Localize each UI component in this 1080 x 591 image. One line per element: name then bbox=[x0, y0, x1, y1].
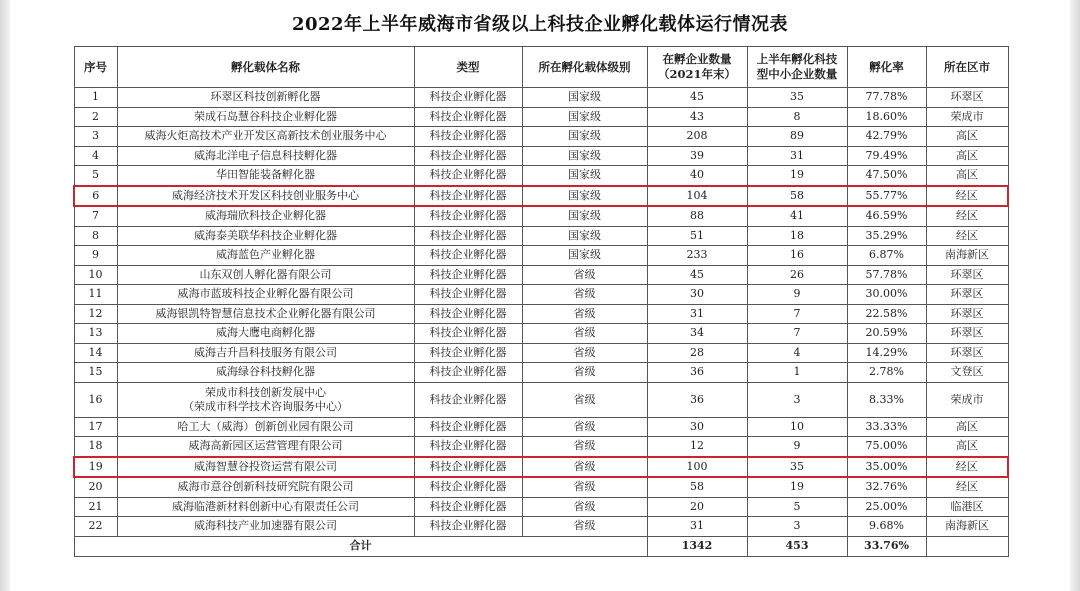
cell-level: 国家级 bbox=[522, 166, 647, 186]
table-body bbox=[74, 88, 1008, 537]
cell-name: 威海绿谷科技孵化器 bbox=[117, 363, 414, 383]
cell-seq: 13 bbox=[74, 324, 117, 344]
total-rate: 33.76% bbox=[847, 536, 926, 556]
cell-name: 环翠区科技创新孵化器 bbox=[117, 88, 414, 108]
table-row bbox=[74, 88, 1008, 108]
cell-type: 科技企业孵化器 bbox=[414, 166, 522, 186]
cell-count: 88 bbox=[647, 206, 747, 226]
cell-name: 威海市蓝玻科技企业孵化器有限公司 bbox=[117, 285, 414, 305]
cell-level: 国家级 bbox=[522, 186, 647, 207]
cell-rate: 6.87% bbox=[847, 246, 926, 266]
cell-sme: 5 bbox=[747, 497, 847, 517]
cell-district: 经区 bbox=[926, 206, 1008, 226]
cell-type: 科技企业孵化器 bbox=[414, 127, 522, 147]
cell-type: 科技企业孵化器 bbox=[414, 324, 522, 344]
cell-district: 高区 bbox=[926, 417, 1008, 437]
cell-seq: 10 bbox=[74, 265, 117, 285]
cell-sme: 26 bbox=[747, 265, 847, 285]
cell-name: 威海智慧谷投资运营有限公司 bbox=[117, 457, 414, 478]
header-type: 类型 bbox=[414, 47, 522, 88]
cell-sme: 41 bbox=[747, 206, 847, 226]
cell-seq: 8 bbox=[74, 226, 117, 246]
table-row bbox=[74, 206, 1008, 226]
cell-seq: 5 bbox=[74, 166, 117, 186]
cell-count: 45 bbox=[647, 88, 747, 108]
cell-seq: 17 bbox=[74, 417, 117, 437]
cell-level: 国家级 bbox=[522, 107, 647, 127]
cell-count: 31 bbox=[647, 517, 747, 537]
cell-count: 31 bbox=[647, 304, 747, 324]
cell-district: 高区 bbox=[926, 166, 1008, 186]
page-edge-right bbox=[1070, 0, 1080, 591]
cell-district: 环翠区 bbox=[926, 88, 1008, 108]
cell-level: 国家级 bbox=[522, 88, 647, 108]
table-row bbox=[74, 324, 1008, 344]
table-row bbox=[74, 517, 1008, 537]
cell-rate: 75.00% bbox=[847, 437, 926, 457]
cell-type: 科技企业孵化器 bbox=[414, 206, 522, 226]
cell-type: 科技企业孵化器 bbox=[414, 363, 522, 383]
cell-level: 国家级 bbox=[522, 146, 647, 166]
cell-count: 36 bbox=[647, 382, 747, 417]
header-count bbox=[647, 47, 747, 88]
cell-rate: 33.33% bbox=[847, 417, 926, 437]
cell-rate: 77.78% bbox=[847, 88, 926, 108]
cell-seq: 15 bbox=[74, 363, 117, 383]
cell-count: 20 bbox=[647, 497, 747, 517]
cell-level: 省级 bbox=[522, 437, 647, 457]
cell-sme: 3 bbox=[747, 382, 847, 417]
cell-sme: 10 bbox=[747, 417, 847, 437]
cell-level: 省级 bbox=[522, 517, 647, 537]
cell-seq: 18 bbox=[74, 437, 117, 457]
cell-count: 208 bbox=[647, 127, 747, 147]
cell-sme: 3 bbox=[747, 517, 847, 537]
header-district: 所在区市 bbox=[926, 47, 1008, 88]
cell-type: 科技企业孵化器 bbox=[414, 265, 522, 285]
cell-sme: 35 bbox=[747, 88, 847, 108]
cell-count: 30 bbox=[647, 417, 747, 437]
cell-type: 科技企业孵化器 bbox=[414, 382, 522, 417]
cell-type: 科技企业孵化器 bbox=[414, 343, 522, 363]
cell-district: 经区 bbox=[926, 226, 1008, 246]
cell-seq: 7 bbox=[74, 206, 117, 226]
cell-count: 51 bbox=[647, 226, 747, 246]
table-row bbox=[74, 166, 1008, 186]
incubator-table bbox=[73, 46, 1009, 557]
cell-seq: 21 bbox=[74, 497, 117, 517]
cell-name bbox=[117, 382, 414, 417]
cell-level: 省级 bbox=[522, 324, 647, 344]
cell-rate: 47.50% bbox=[847, 166, 926, 186]
header-name: 孵化载体名称 bbox=[117, 47, 414, 88]
cell-rate: 8.33% bbox=[847, 382, 926, 417]
cell-district: 南海新区 bbox=[926, 246, 1008, 266]
cell-level: 省级 bbox=[522, 382, 647, 417]
cell-district: 高区 bbox=[926, 146, 1008, 166]
cell-type: 科技企业孵化器 bbox=[414, 186, 522, 207]
cell-level: 国家级 bbox=[522, 206, 647, 226]
cell-district: 环翠区 bbox=[926, 343, 1008, 363]
cell-name: 威海瑞欣科技企业孵化器 bbox=[117, 206, 414, 226]
document-title: 2022年上半年威海市省级以上科技企业孵化载体运行情况表 bbox=[291, 14, 789, 35]
cell-count: 39 bbox=[647, 146, 747, 166]
cell-type: 科技企业孵化器 bbox=[414, 477, 522, 497]
cell-type: 科技企业孵化器 bbox=[414, 457, 522, 478]
cell-district: 文登区 bbox=[926, 363, 1008, 383]
cell-sme: 16 bbox=[747, 246, 847, 266]
cell-level: 省级 bbox=[522, 343, 647, 363]
cell-count: 34 bbox=[647, 324, 747, 344]
cell-type: 科技企业孵化器 bbox=[414, 246, 522, 266]
cell-level: 省级 bbox=[522, 497, 647, 517]
cell-rate: 25.00% bbox=[847, 497, 926, 517]
cell-district: 环翠区 bbox=[926, 285, 1008, 305]
cell-seq: 9 bbox=[74, 246, 117, 266]
table-row bbox=[74, 477, 1008, 497]
cell-sme: 9 bbox=[747, 437, 847, 457]
cell-type: 科技企业孵化器 bbox=[414, 304, 522, 324]
cell-type: 科技企业孵化器 bbox=[414, 437, 522, 457]
cell-rate: 2.78% bbox=[847, 363, 926, 383]
cell-name: 威海蓝色产业孵化器 bbox=[117, 246, 414, 266]
cell-seq: 20 bbox=[74, 477, 117, 497]
cell-name: 威海银凯特智慧信息技术企业孵化器有限公司 bbox=[117, 304, 414, 324]
cell-sme: 19 bbox=[747, 166, 847, 186]
cell-name: 哈工大（威海）创新创业园有限公司 bbox=[117, 417, 414, 437]
table-row bbox=[74, 457, 1008, 478]
table-row bbox=[74, 246, 1008, 266]
cell-seq: 3 bbox=[74, 127, 117, 147]
cell-seq: 4 bbox=[74, 146, 117, 166]
cell-level: 省级 bbox=[522, 363, 647, 383]
table-row bbox=[74, 497, 1008, 517]
cell-count: 12 bbox=[647, 437, 747, 457]
cell-level: 省级 bbox=[522, 477, 647, 497]
cell-name: 威海高新园区运营管理有限公司 bbox=[117, 437, 414, 457]
cell-name-line1: 荣成市科技创新发展中心 bbox=[205, 385, 326, 399]
cell-name: 威海市意谷创新科技研究院有限公司 bbox=[117, 477, 414, 497]
cell-rate: 55.77% bbox=[847, 186, 926, 207]
header-sme-line2: 型中小企业数量 bbox=[756, 67, 838, 81]
total-count: 1342 bbox=[647, 536, 747, 556]
cell-level: 省级 bbox=[522, 304, 647, 324]
cell-name: 山东双创人孵化器有限公司 bbox=[117, 265, 414, 285]
cell-level: 省级 bbox=[522, 457, 647, 478]
table-row bbox=[74, 382, 1008, 417]
cell-rate: 79.49% bbox=[847, 146, 926, 166]
cell-seq: 1 bbox=[74, 88, 117, 108]
page-edge-left bbox=[0, 0, 10, 591]
cell-count: 100 bbox=[647, 457, 747, 478]
table-row bbox=[74, 437, 1008, 457]
cell-rate: 22.58% bbox=[847, 304, 926, 324]
cell-district: 高区 bbox=[926, 437, 1008, 457]
table-row bbox=[74, 186, 1008, 207]
table-row bbox=[74, 343, 1008, 363]
cell-name: 威海北洋电子信息科技孵化器 bbox=[117, 146, 414, 166]
cell-district: 环翠区 bbox=[926, 324, 1008, 344]
cell-count: 45 bbox=[647, 265, 747, 285]
cell-sme: 7 bbox=[747, 304, 847, 324]
cell-sme: 31 bbox=[747, 146, 847, 166]
cell-sme: 18 bbox=[747, 226, 847, 246]
cell-type: 科技企业孵化器 bbox=[414, 517, 522, 537]
cell-sme: 1 bbox=[747, 363, 847, 383]
cell-type: 科技企业孵化器 bbox=[414, 107, 522, 127]
cell-type: 科技企业孵化器 bbox=[414, 417, 522, 437]
header-seq: 序号 bbox=[74, 47, 117, 88]
header-rate: 孵化率 bbox=[847, 47, 926, 88]
cell-district: 荣成市 bbox=[926, 382, 1008, 417]
cell-name: 威海经济技术开发区科技创业服务中心 bbox=[117, 186, 414, 207]
header-level: 所在孵化载体级别 bbox=[522, 47, 647, 88]
cell-rate: 18.60% bbox=[847, 107, 926, 127]
cell-level: 国家级 bbox=[522, 127, 647, 147]
cell-level: 省级 bbox=[522, 417, 647, 437]
cell-count: 28 bbox=[647, 343, 747, 363]
table-row bbox=[74, 146, 1008, 166]
cell-name: 华田智能装备孵化器 bbox=[117, 166, 414, 186]
cell-sme: 8 bbox=[747, 107, 847, 127]
table-row bbox=[74, 226, 1008, 246]
cell-count: 30 bbox=[647, 285, 747, 305]
cell-district: 南海新区 bbox=[926, 517, 1008, 537]
cell-rate: 35.29% bbox=[847, 226, 926, 246]
cell-sme: 9 bbox=[747, 285, 847, 305]
cell-name: 威海临港新材料创新中心有限责任公司 bbox=[117, 497, 414, 517]
table-row bbox=[74, 363, 1008, 383]
cell-district: 临港区 bbox=[926, 497, 1008, 517]
cell-seq: 14 bbox=[74, 343, 117, 363]
header-count-line2: （2021年末） bbox=[657, 67, 736, 81]
cell-seq: 16 bbox=[74, 382, 117, 417]
total-label: 合计 bbox=[74, 536, 647, 556]
cell-sme: 89 bbox=[747, 127, 847, 147]
cell-level: 国家级 bbox=[522, 226, 647, 246]
cell-name-line2: （荣成市科学技术咨询服务中心） bbox=[183, 399, 348, 413]
table-row bbox=[74, 107, 1008, 127]
total-sme: 453 bbox=[747, 536, 847, 556]
cell-level: 省级 bbox=[522, 265, 647, 285]
cell-sme: 4 bbox=[747, 343, 847, 363]
cell-count: 233 bbox=[647, 246, 747, 266]
cell-name: 威海泰美联华科技企业孵化器 bbox=[117, 226, 414, 246]
cell-district: 荣成市 bbox=[926, 107, 1008, 127]
cell-rate: 32.76% bbox=[847, 477, 926, 497]
cell-sme: 35 bbox=[747, 457, 847, 478]
cell-rate: 20.59% bbox=[847, 324, 926, 344]
cell-seq: 12 bbox=[74, 304, 117, 324]
cell-level: 国家级 bbox=[522, 246, 647, 266]
cell-district: 环翠区 bbox=[926, 304, 1008, 324]
cell-sme: 7 bbox=[747, 324, 847, 344]
cell-name: 荣成石岛慧谷科技企业孵化器 bbox=[117, 107, 414, 127]
cell-type: 科技企业孵化器 bbox=[414, 146, 522, 166]
cell-count: 40 bbox=[647, 166, 747, 186]
cell-count: 58 bbox=[647, 477, 747, 497]
total-row bbox=[74, 536, 1008, 556]
cell-count: 36 bbox=[647, 363, 747, 383]
cell-seq: 19 bbox=[74, 457, 117, 478]
header-count-line1: 在孵企业数量 bbox=[662, 52, 732, 66]
cell-district: 经区 bbox=[926, 477, 1008, 497]
cell-rate: 35.00% bbox=[847, 457, 926, 478]
cell-count: 43 bbox=[647, 107, 747, 127]
table-row bbox=[74, 265, 1008, 285]
table-row bbox=[74, 127, 1008, 147]
cell-seq: 11 bbox=[74, 285, 117, 305]
cell-seq: 22 bbox=[74, 517, 117, 537]
cell-rate: 9.68% bbox=[847, 517, 926, 537]
cell-type: 科技企业孵化器 bbox=[414, 285, 522, 305]
cell-rate: 46.59% bbox=[847, 206, 926, 226]
header-sme bbox=[747, 47, 847, 88]
cell-name: 威海火炬高技术产业开发区高新技术创业服务中心 bbox=[117, 127, 414, 147]
cell-district: 环翠区 bbox=[926, 265, 1008, 285]
table-row bbox=[74, 285, 1008, 305]
table-row bbox=[74, 417, 1008, 437]
cell-type: 科技企业孵化器 bbox=[414, 88, 522, 108]
cell-district: 高区 bbox=[926, 127, 1008, 147]
table-row bbox=[74, 304, 1008, 324]
table-header-row bbox=[74, 47, 1008, 88]
cell-name: 威海吉升昌科技服务有限公司 bbox=[117, 343, 414, 363]
cell-seq: 6 bbox=[74, 186, 117, 207]
cell-rate: 14.29% bbox=[847, 343, 926, 363]
cell-district: 经区 bbox=[926, 186, 1008, 207]
cell-sme: 58 bbox=[747, 186, 847, 207]
cell-count: 104 bbox=[647, 186, 747, 207]
cell-level: 省级 bbox=[522, 285, 647, 305]
cell-rate: 57.78% bbox=[847, 265, 926, 285]
cell-type: 科技企业孵化器 bbox=[414, 226, 522, 246]
cell-name: 威海科技产业加速器有限公司 bbox=[117, 517, 414, 537]
cell-seq: 2 bbox=[74, 107, 117, 127]
total-district bbox=[926, 536, 1008, 556]
cell-type: 科技企业孵化器 bbox=[414, 497, 522, 517]
cell-sme: 19 bbox=[747, 477, 847, 497]
cell-district: 经区 bbox=[926, 457, 1008, 478]
cell-rate: 42.79% bbox=[847, 127, 926, 147]
header-sme-line1: 上半年孵化科技 bbox=[756, 52, 838, 66]
cell-rate: 30.00% bbox=[847, 285, 926, 305]
cell-name: 威海大鹰电商孵化器 bbox=[117, 324, 414, 344]
